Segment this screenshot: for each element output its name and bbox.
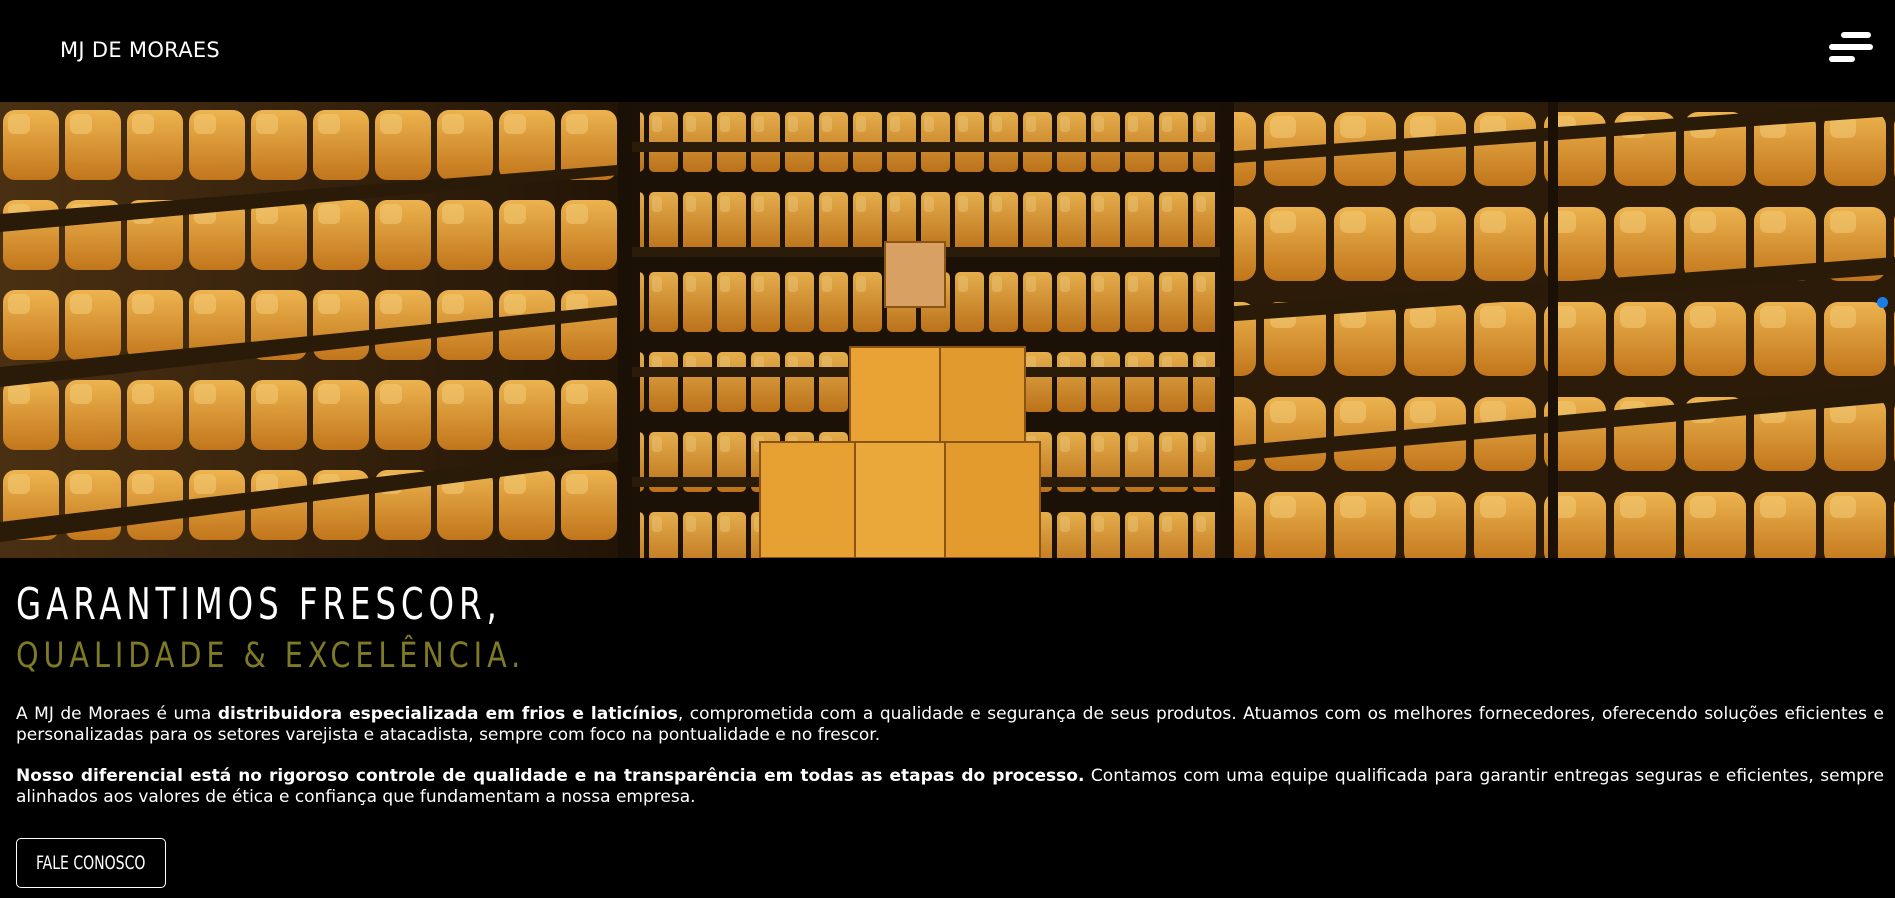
carousel-indicator-dot[interactable] [1877,297,1888,308]
menu-line [1829,56,1855,62]
top-navbar [0,0,1895,102]
hero-carousel [0,102,1895,558]
paragraph-bold-text: Nosso diferencial está no rigoroso controle de qualidade e na transparência em todas as etapas do processo. [16,766,1085,786]
paragraph-text: , comprometida com a qualidade e segurança de seus produtos. Atuamos com os melhores fornecedores, oferecendo soluções eficientes e personalizadas para os setores varejista e atacadista, sempre com foco na pontualidade e no frescor. [16,704,1885,745]
paragraph-bold-text: distribuidora especializada em frios e laticínios [217,704,678,724]
paragraph-text: A MJ de Moraes é uma [16,704,218,724]
menu-line [1829,44,1873,50]
cheese-warehouse-image [0,102,1895,558]
menu-line [1841,32,1871,38]
about-section [16,579,1885,807]
brand-logo-text[interactable]: MJ DE MORAES [60,38,221,62]
about-paragraph-1 [16,704,1884,746]
hamburger-menu-icon[interactable] [1827,30,1875,64]
about-paragraph-2 [16,766,1884,808]
page-headline: GARANTIMOS FRESCOR, [16,579,502,630]
page-subheadline: QUALIDADE & EXCELÊNCIA. [16,636,526,676]
paragraph-text: Contamos com uma equipe qualificada para garantir entregas seguras e eficientes, sempre alinhados aos valores de ética e confiança que fundamentam a nossa empresa. [16,766,1884,807]
contact-us-button[interactable] [16,838,166,888]
button-label: FALE CONOSCO [36,852,146,874]
